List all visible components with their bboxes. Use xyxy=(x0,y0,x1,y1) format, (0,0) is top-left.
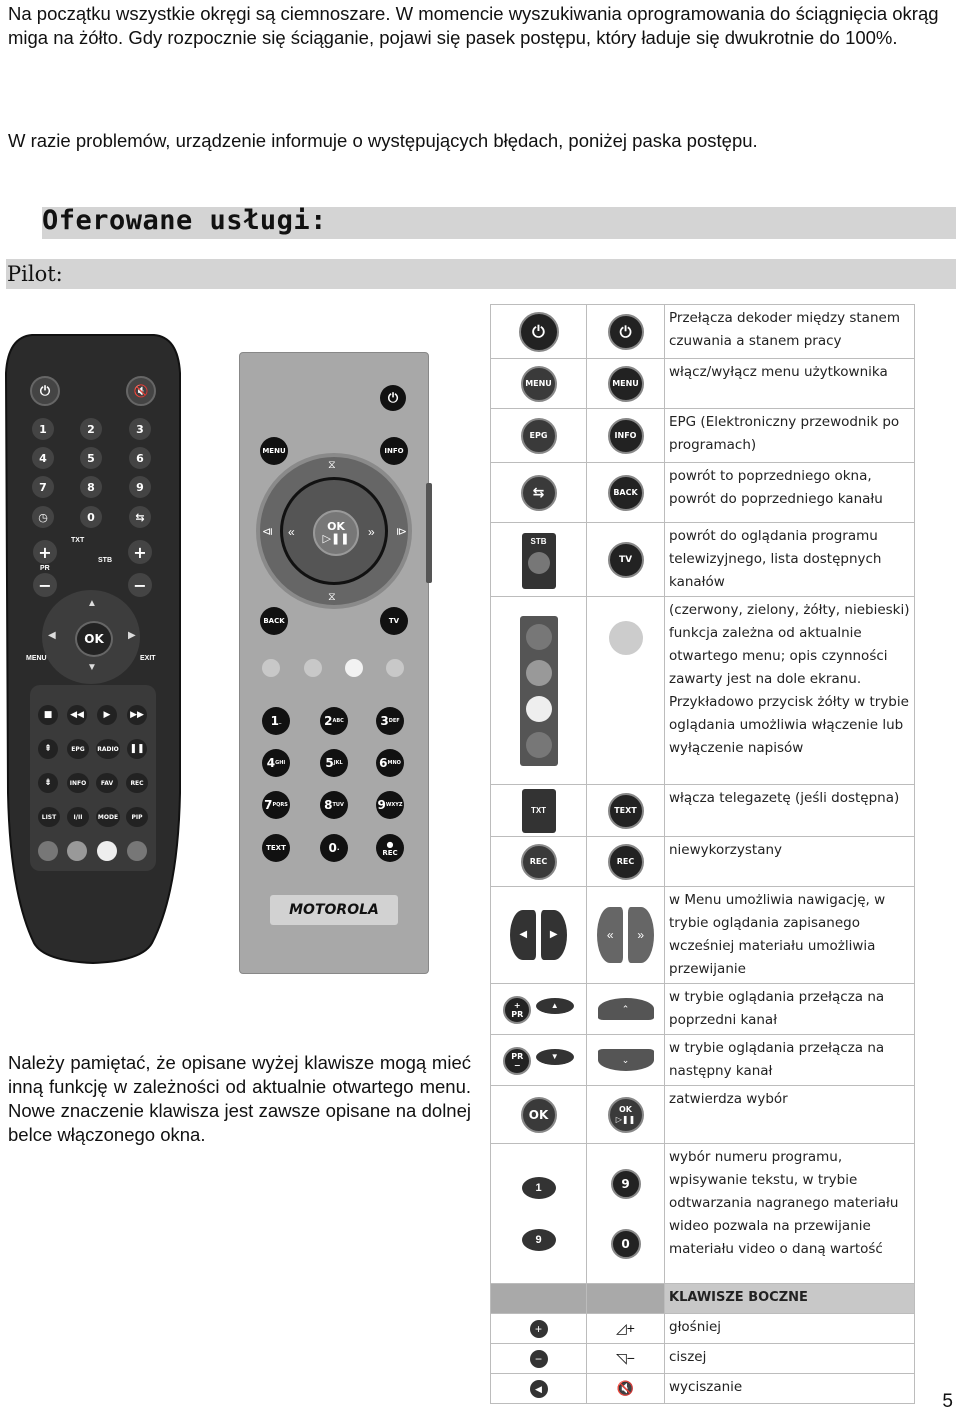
plus-key: + xyxy=(530,1320,548,1338)
motorola-color-red[interactable] xyxy=(262,659,280,677)
key-desc: włącz/wyłącz menu użytkownika xyxy=(665,359,915,409)
dark-digit-9[interactable]: 9 xyxy=(129,476,151,498)
motorola-brand: MOTOROLA xyxy=(289,902,379,918)
color-key-sample xyxy=(609,621,643,655)
key-desc: niewykorzystany xyxy=(665,837,915,887)
table-row xyxy=(491,463,915,523)
table-row xyxy=(491,1035,915,1086)
table-row xyxy=(491,887,915,984)
stb-key: STB xyxy=(522,533,556,589)
motorola-info-button[interactable]: INFO xyxy=(380,437,408,465)
key-desc: (czerwony, zielony, żółty, niebieski) funkcja zależna od aktualnie otwartego menu; opis czynności zawarty jest na dole ekranu. Przykładowo przycisk żółty w trybie oglądania umożliwia włączenie lub wyłączenie napisów xyxy=(665,597,915,785)
arrow-up-icon[interactable]: ▲ xyxy=(87,598,97,609)
motorola-digit-1[interactable]: 1 _ xyxy=(262,707,290,735)
power-icon: ⏻ xyxy=(608,314,644,350)
table-row xyxy=(491,1284,915,1314)
key-desc: wybór numeru programu, wpisywanie tekstu, w trybie odtwarzania nagranego materiału wideo pozwala na przewijanie materiału video o daną wartość xyxy=(665,1144,915,1284)
pip-button[interactable]: PIP xyxy=(126,807,148,827)
pilot-heading: Pilot: xyxy=(7,262,63,286)
volume-down-button[interactable]: − xyxy=(33,573,57,597)
rec-dot-icon: ● xyxy=(386,839,394,849)
note-paragraph: Należy pamiętać, że opisane wyżej klawisze mogą mieć inną funkcję w zależności od aktualnie otwartego menu. Nowe znaczenie klawisza jest zawsze opisane na dolnej belce włączonego okna. xyxy=(8,1052,471,1145)
color-key-red xyxy=(526,624,552,650)
motorola-back-button[interactable]: BACK xyxy=(260,607,288,635)
table-row xyxy=(491,785,915,837)
motorola-tv-button[interactable]: TV xyxy=(380,607,408,635)
motorola-up-icon[interactable]: ⧖ xyxy=(328,459,336,471)
key-desc: włącza telegazetę (jeśli dostępna) xyxy=(665,785,915,837)
table-row xyxy=(491,1314,915,1344)
radio-button[interactable]: RADIO xyxy=(96,739,120,759)
pr-minus-key: PR − xyxy=(503,1047,531,1075)
color-button-green[interactable] xyxy=(67,841,87,861)
rewind-icon[interactable]: ◀◀ xyxy=(67,705,87,725)
swap-icon: ⇆ xyxy=(521,475,557,511)
motorola-digit-7[interactable]: 7 PQRS xyxy=(262,791,290,819)
mute-icon[interactable]: 🔇 xyxy=(126,376,156,406)
list-button[interactable]: LIST xyxy=(38,807,60,827)
motorola-down-icon[interactable]: ⧖ xyxy=(328,591,336,603)
intro-paragraph: Na początku wszystkie okręgi są ciemnoszare. W momencie wyszukiwania oprogramowania do ściągnięcia okrąg miga na żółto. Gdy rozpocznie się ściąganie, pojawi się pasek postępu, który ładuje się dwukrotnie do 100%. xyxy=(8,3,939,48)
rec-button[interactable]: REC xyxy=(126,773,148,793)
motorola-text-button[interactable]: TEXT xyxy=(262,834,290,862)
table-row xyxy=(491,1144,915,1284)
menu-key: MENU xyxy=(608,366,644,402)
play-icon[interactable]: ▶ xyxy=(97,705,117,725)
dark-digit-3[interactable]: 3 xyxy=(129,418,151,440)
motorola-menu-button[interactable]: MENU xyxy=(260,437,288,465)
forward-icon: » xyxy=(628,907,654,963)
table-row xyxy=(491,837,915,887)
arrow-up-icon: ⌃ xyxy=(598,998,654,1020)
page-up-icon[interactable]: ⇞ xyxy=(38,739,58,759)
color-keys-strip xyxy=(520,616,558,766)
clock-icon[interactable]: ◷ xyxy=(32,506,54,528)
dark-digit-6[interactable]: 6 xyxy=(129,447,151,469)
pr-plus-key: + PR xyxy=(503,996,531,1024)
motorola-digit-2[interactable]: 2 ABC xyxy=(320,707,348,735)
audio-button[interactable]: I/II xyxy=(67,807,89,827)
txt-key: TXT xyxy=(522,789,556,833)
dark-digit-4[interactable]: 4 xyxy=(32,447,54,469)
dark-digit-5[interactable]: 5 xyxy=(80,447,102,469)
key-desc: Przełącza dekoder między stanem czuwania a stanem pracy xyxy=(665,305,915,359)
key-desc: w trybie oglądania przełącza na poprzedni kanał xyxy=(665,984,915,1035)
motorola-color-yellow[interactable] xyxy=(345,659,363,677)
volume-up-button[interactable]: + xyxy=(33,540,57,564)
motorola-power-icon[interactable]: ⏻ xyxy=(380,385,406,411)
arrow-right-icon: ▶ xyxy=(541,910,567,960)
motorola-left-icon[interactable]: ⧏ xyxy=(262,526,273,538)
motorola-digit-4[interactable]: 4 GHI xyxy=(262,749,290,777)
motorola-rec-label: REC xyxy=(382,848,398,857)
color-key-green xyxy=(526,660,552,686)
page-down-icon[interactable]: ⇟ xyxy=(38,773,58,793)
back-key: BACK xyxy=(608,475,644,511)
dark-digit-8[interactable]: 8 xyxy=(80,476,102,498)
key-desc: powrót to poprzedniego okna, powrót do poprzedniego kanału xyxy=(665,463,915,523)
arrow-down-icon: ⌄ xyxy=(598,1049,654,1071)
ok-button[interactable]: OK xyxy=(75,621,113,657)
digit-key-0: 0 xyxy=(611,1229,641,1259)
digit-key-1: 1 xyxy=(522,1177,556,1199)
key-desc: w Menu umożliwia nawigację, w trybie oglądania zapisanego wcześniej materiału umożliwia przewijanie xyxy=(665,887,915,984)
key-desc: w trybie oglądania przełącza na następny kanał xyxy=(665,1035,915,1086)
info-key: INFO xyxy=(608,418,644,454)
power-icon: ⏻ xyxy=(519,312,559,352)
motorola-ok-button[interactable] xyxy=(313,510,359,556)
power-icon[interactable]: ⏻ xyxy=(30,376,60,406)
motorola-side-slider xyxy=(426,483,432,583)
motorola-digit-8[interactable]: 8 TUV xyxy=(320,791,348,819)
key-desc: powrót do oglądania programu telewizyjnego, lista dostępnych kanałów xyxy=(665,523,915,597)
motorola-digit-9[interactable]: 9 WXYZ xyxy=(376,791,404,819)
exit-label: EXIT xyxy=(140,655,156,662)
epg-key: EPG xyxy=(521,418,557,454)
page-number: 5 xyxy=(942,1391,953,1412)
rewind-icon: « xyxy=(597,907,623,963)
motorola-right-icon[interactable]: ⧐ xyxy=(396,526,407,538)
dark-digit-1[interactable]: 1 xyxy=(32,418,54,440)
arrow-left-icon: ◀ xyxy=(510,910,536,960)
ok-key: OK ▷❚❚ xyxy=(608,1097,644,1133)
motorola-rec-button[interactable] xyxy=(376,834,404,862)
arrow-down-icon: ▼ xyxy=(536,1049,574,1065)
key-desc: zatwierdza wybór xyxy=(665,1086,915,1144)
menu-label: MENU xyxy=(26,655,47,662)
arrow-left-icon[interactable]: ◀ xyxy=(48,630,56,641)
dark-digit-7[interactable]: 7 xyxy=(32,476,54,498)
arrow-up-icon: ▲ xyxy=(536,998,574,1014)
table-row xyxy=(491,305,915,359)
pilot-heading-bar xyxy=(6,259,956,289)
mute-icon: 🔇 xyxy=(616,1379,635,1396)
swap-icon[interactable]: ⇆ xyxy=(129,506,151,528)
digit-key-9: 9 xyxy=(522,1229,556,1251)
rec-key: REC xyxy=(608,844,644,880)
motorola-digit-5[interactable]: 5 JKL xyxy=(320,749,348,777)
key-desc: wyciszanie xyxy=(665,1374,915,1404)
motorola-forward-icon[interactable]: » xyxy=(368,525,375,539)
problem-paragraph: W razie problemów, urządzenie informuje o występujących błędach, poniżej paska postępu. xyxy=(8,130,758,151)
key-desc: głośniej xyxy=(665,1314,915,1344)
key-desc: ciszej xyxy=(665,1344,915,1374)
channel-down-button[interactable]: − xyxy=(128,573,152,597)
table-row xyxy=(491,984,915,1035)
table-row xyxy=(491,1374,915,1404)
epg-button[interactable]: EPG xyxy=(67,739,89,759)
digit-key-9: 9 xyxy=(611,1169,641,1199)
mute-icon: ◀ xyxy=(530,1380,548,1398)
volume-down-icon: ◹− xyxy=(616,1349,635,1366)
color-button-blue[interactable] xyxy=(127,841,147,861)
motorola-rewind-icon[interactable]: « xyxy=(288,525,295,539)
text-key: TEXT xyxy=(608,793,644,829)
volume-up-icon: ◿+ xyxy=(616,1319,635,1336)
motorola-color-blue[interactable] xyxy=(386,659,404,677)
play-pause-icon: ▷❚❚ xyxy=(615,1114,636,1124)
tv-key: TV xyxy=(608,542,644,578)
forward-icon[interactable]: ▶▶ xyxy=(127,705,147,725)
play-pause-icon: ▷❚❚ xyxy=(322,532,350,545)
color-key-blue xyxy=(526,732,552,758)
menu-key: MENU xyxy=(521,366,557,402)
table-row xyxy=(491,359,915,409)
rec-key: REC xyxy=(521,844,557,880)
pause-icon[interactable]: ❚❚ xyxy=(127,739,147,759)
side-keys-header: KLAWISZE BOCZNE xyxy=(665,1284,915,1314)
info-button[interactable]: INFO xyxy=(67,773,89,793)
mode-button[interactable]: MODE xyxy=(96,807,120,827)
arrow-down-icon[interactable]: ▼ xyxy=(87,662,97,673)
pr-label: PR xyxy=(40,565,50,572)
stb-label: STB xyxy=(98,557,112,564)
ok-key: OK xyxy=(521,1097,557,1133)
key-desc: EPG (Elektroniczny przewodnik po programach) xyxy=(665,409,915,463)
key-function-table xyxy=(490,304,915,1404)
minus-key: − xyxy=(530,1350,548,1368)
stop-icon[interactable]: ■ xyxy=(38,705,58,725)
motorola-digit-3[interactable]: 3 DEF xyxy=(376,707,404,735)
table-row xyxy=(491,597,915,785)
motorola-logo xyxy=(270,895,398,925)
dark-digit-2[interactable]: 2 xyxy=(80,418,102,440)
fav-button[interactable]: FAV xyxy=(96,773,118,793)
arrow-right-icon[interactable]: ▶ xyxy=(128,630,136,641)
motorola-remote xyxy=(239,352,429,974)
table-row xyxy=(491,1086,915,1144)
motorola-digit-6[interactable]: 6 MNO xyxy=(376,749,404,777)
offer-heading: Oferowane usługi: xyxy=(42,205,327,236)
motorola-color-green[interactable] xyxy=(304,659,322,677)
motorola-digit-0[interactable]: 0 . xyxy=(320,834,348,862)
table-row xyxy=(491,409,915,463)
color-button-red[interactable] xyxy=(38,841,58,861)
dark-digit-0[interactable]: 0 xyxy=(80,506,102,528)
table-row xyxy=(491,1344,915,1374)
channel-up-button[interactable]: + xyxy=(128,540,152,564)
motorola-ok-label: OK xyxy=(327,520,345,533)
txt-label: TXT xyxy=(71,537,85,544)
table-row xyxy=(491,523,915,597)
color-button-yellow[interactable] xyxy=(97,841,117,861)
color-key-yellow xyxy=(526,696,552,722)
